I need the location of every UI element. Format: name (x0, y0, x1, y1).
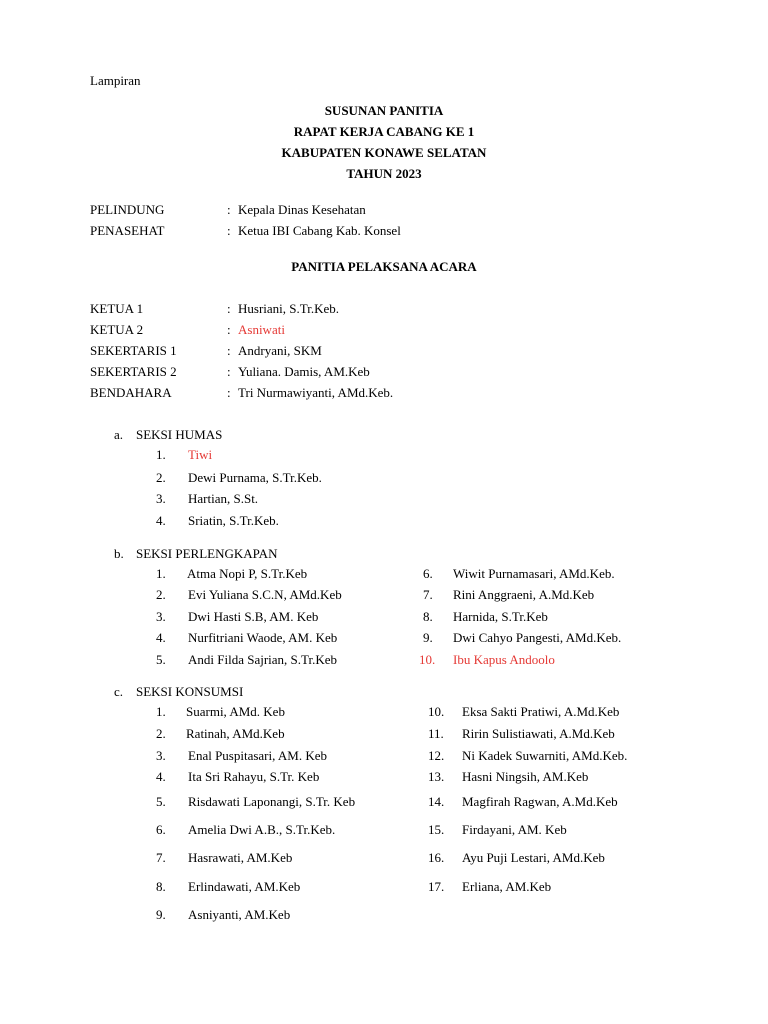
list-number: 17. (428, 879, 445, 894)
list-item: Erliana, AM.Keb (462, 879, 552, 894)
list-number: 11. (428, 726, 444, 741)
list-number: 9. (423, 630, 433, 645)
title-line-1: SUSUNAN PANITIA (324, 103, 444, 118)
list-number: 1. (156, 566, 166, 581)
list-number: 8. (423, 609, 433, 624)
pelindung-value: Kepala Dinas Kesehatan (238, 202, 366, 217)
list-item: Atma Nopi P, S.Tr.Keb (187, 566, 308, 581)
pelindung-colon: : (227, 202, 231, 217)
list-item: Amelia Dwi A.B., S.Tr.Keb. (188, 822, 336, 837)
officer-label: KETUA 2 (90, 322, 144, 337)
list-item: Tiwi (188, 447, 213, 462)
list-number: 4. (156, 630, 166, 645)
list-item: Dwi Cahyo Pangesti, AMd.Keb. (453, 630, 622, 645)
list-item: Eksa Sakti Pratiwi, A.Md.Keb (462, 704, 620, 719)
section-title-konsumsi: SEKSI KONSUMSI (136, 684, 244, 699)
officer-value: Tri Nurmawiyanti, AMd.Keb. (238, 385, 394, 400)
list-item: Dewi Purnama, S.Tr.Keb. (188, 470, 322, 485)
officer-colon: : (227, 385, 231, 400)
list-number: 3. (156, 609, 166, 624)
list-number: 2. (156, 587, 166, 602)
list-number: 9. (156, 907, 166, 922)
section-marker: b. (114, 546, 124, 561)
list-number: 1. (156, 447, 166, 462)
list-item: Ayu Puji Lestari, AMd.Keb (462, 850, 605, 865)
list-number: 5. (156, 652, 166, 667)
list-item: Ibu Kapus Andoolo (453, 652, 555, 667)
list-item: Dwi Hasti S.B, AM. Keb (188, 609, 319, 624)
list-item: Enal Puspitasari, AM. Keb (188, 748, 328, 763)
list-item: Ratinah, AMd.Keb (186, 726, 285, 741)
list-number: 10. (428, 704, 445, 719)
list-item: Andi Filda Sajrian, S.Tr.Keb (188, 652, 338, 667)
title-line-3: KABUPATEN KONAWE SELATAN (281, 145, 487, 160)
list-item: Ni Kadek Suwarniti, AMd.Keb. (462, 748, 628, 763)
list-item: Suarmi, AMd. Keb (186, 704, 285, 719)
list-item: Evi Yuliana S.C.N, AMd.Keb (188, 587, 342, 602)
officer-label: KETUA 1 (90, 301, 144, 316)
list-item: Wiwit Purnamasari, AMd.Keb. (453, 566, 615, 581)
section-title-humas: SEKSI HUMAS (136, 427, 223, 442)
officer-value: Husriani, S.Tr.Keb. (238, 301, 340, 316)
list-item: Sriatin, S.Tr.Keb. (188, 513, 279, 528)
officer-colon: : (227, 322, 231, 337)
penasehat-colon: : (227, 223, 231, 238)
list-number: 15. (428, 822, 445, 837)
list-item: Harnida, S.Tr.Keb (453, 609, 548, 624)
list-item: Firdayani, AM. Keb (462, 822, 567, 837)
officer-label: BENDAHARA (90, 385, 172, 400)
officer-label: SEKERTARIS 1 (90, 343, 177, 358)
list-number: 6. (156, 822, 166, 837)
list-number: 13. (428, 769, 445, 784)
list-number: 3. (156, 748, 166, 763)
list-item: Magfirah Ragwan, A.Md.Keb (462, 794, 618, 809)
officer-value: Yuliana. Damis, AM.Keb (238, 364, 370, 379)
penasehat-value: Ketua IBI Cabang Kab. Konsel (238, 223, 401, 238)
list-number: 2. (156, 726, 166, 741)
list-number: 12. (428, 748, 445, 763)
title-line-4: TAHUN 2023 (346, 166, 422, 181)
officer-colon: : (227, 343, 231, 358)
section-marker: c. (114, 684, 124, 699)
officer-label: SEKERTARIS 2 (90, 364, 177, 379)
list-item: Hartian, S.St. (188, 491, 259, 506)
officer-value: Asniwati (238, 322, 285, 337)
list-number: 5. (156, 794, 166, 809)
list-item: Hasrawati, AM.Keb (188, 850, 293, 865)
list-number: 16. (428, 850, 445, 865)
list-number: 4. (156, 513, 166, 528)
list-number: 14. (428, 794, 445, 809)
officer-colon: : (227, 301, 231, 316)
list-number: 7. (423, 587, 433, 602)
list-number: 1. (156, 704, 166, 719)
officer-value: Andryani, SKM (238, 343, 322, 358)
title-line-2: RAPAT KERJA CABANG KE 1 (293, 124, 475, 139)
list-number: 2. (156, 470, 166, 485)
penasehat-label: PENASEHAT (90, 223, 165, 238)
pelindung-label: PELINDUNG (90, 202, 165, 217)
list-item: Erlindawati, AM.Keb (188, 879, 301, 894)
officer-colon: : (227, 364, 231, 379)
list-item: Asniyanti, AM.Keb (188, 907, 291, 922)
list-number: 4. (156, 769, 166, 784)
list-item: Rini Anggraeni, A.Md.Keb (453, 587, 595, 602)
section-marker: a. (114, 427, 124, 442)
list-number: 6. (423, 566, 433, 581)
list-number: 8. (156, 879, 166, 894)
list-number: 3. (156, 491, 166, 506)
lampiran-label: Lampiran (90, 73, 141, 88)
list-item: Nurfitriani Waode, AM. Keb (188, 630, 338, 645)
list-number: 10. (419, 652, 436, 667)
list-item: Ita Sri Rahayu, S.Tr. Keb (188, 769, 320, 784)
section-title-perlengkapan: SEKSI PERLENGKAPAN (136, 546, 278, 561)
list-item: Risdawati Laponangi, S.Tr. Keb (188, 794, 356, 809)
list-item: Ririn Sulistiawati, A.Md.Keb (462, 726, 615, 741)
panitia-heading: PANITIA PELAKSANA ACARA (291, 259, 477, 274)
list-number: 7. (156, 850, 166, 865)
list-item: Hasni Ningsih, AM.Keb (462, 769, 589, 784)
